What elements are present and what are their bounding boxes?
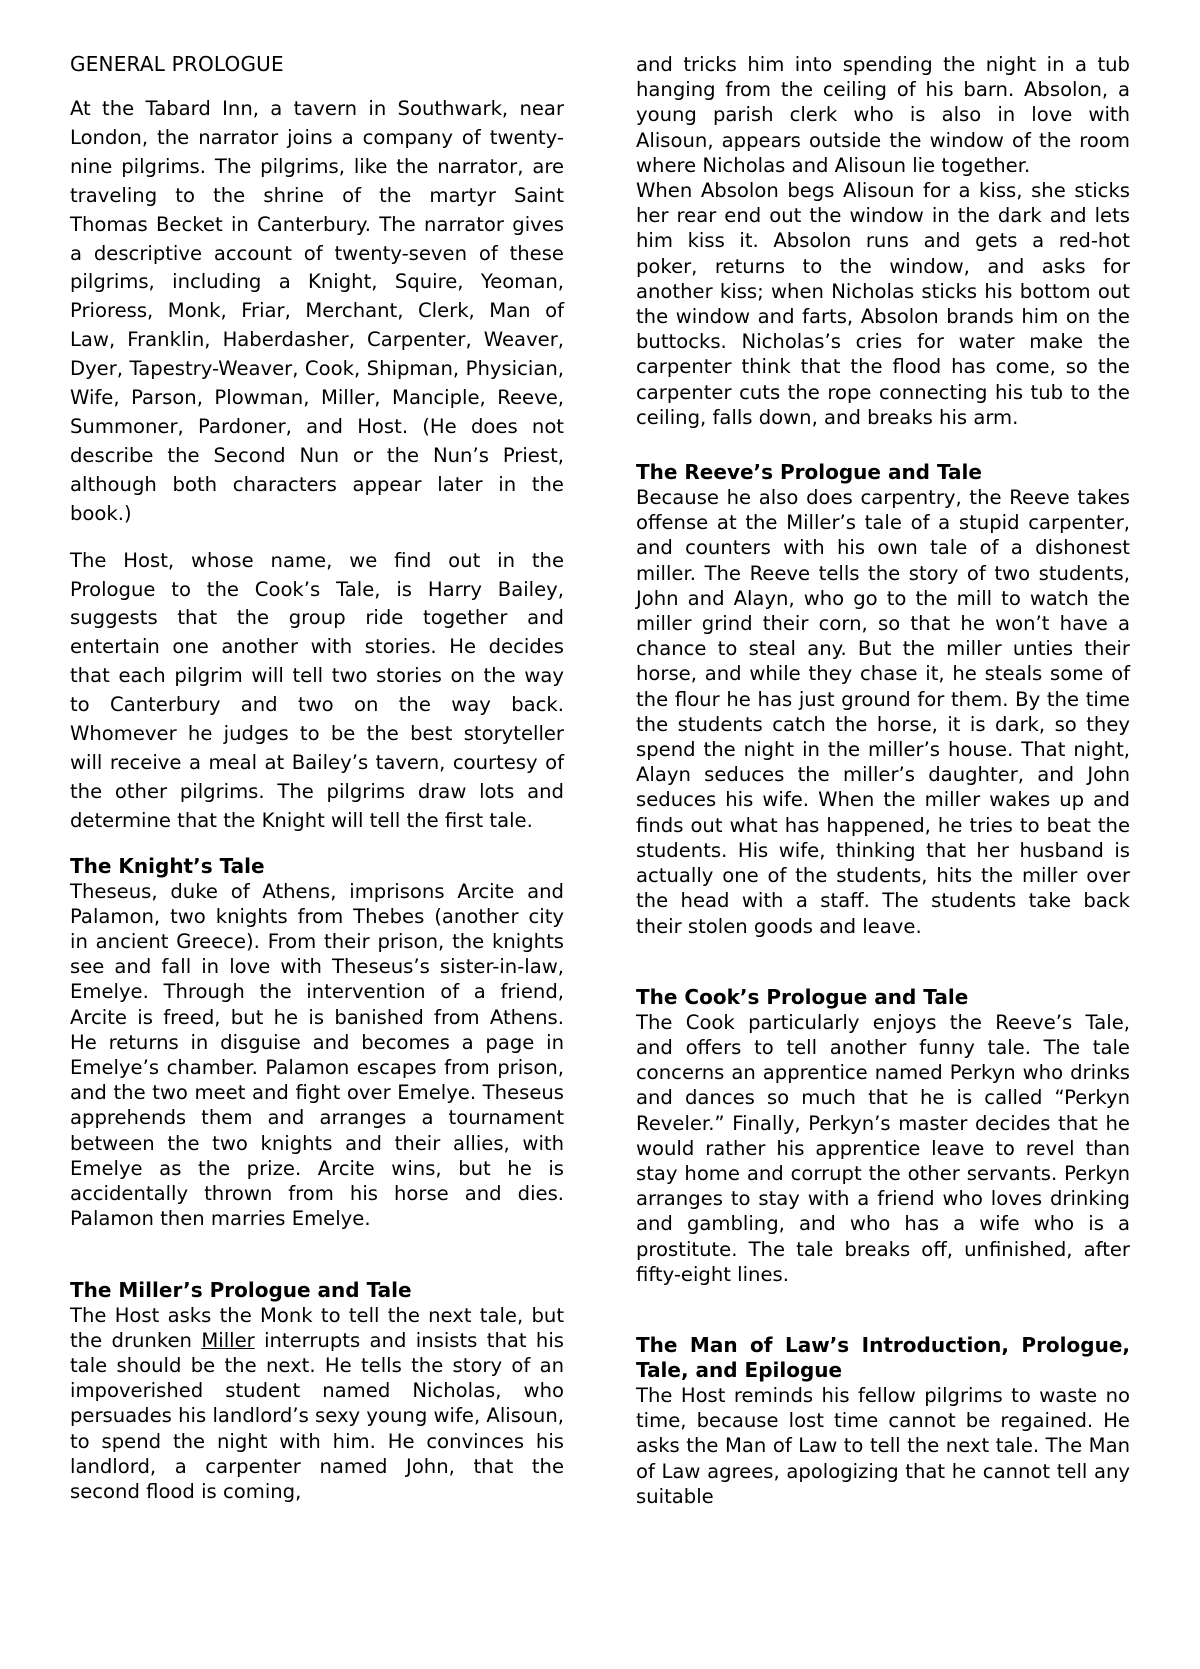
man-of-law-heading: The Man of Law’s Introduction, Prologue, Tale, and Epilogue [636, 1332, 1130, 1382]
section-title: GENERAL PROLOGUE [70, 52, 284, 76]
general-prologue-paragraph-2: The Host, whose name, we find out in the Prologue to the Cook’s Tale, is Harry Bailey, suggests that the group ride together and entertain one another with stories. He decides that each pilgrim will tell two stories on the way to Canterbury and two on the way back. Whomever he judges to be the best storyteller will receive a meal at Bailey’s tavern, courtesy of the other pilgrims. The pilgrims draw lots and determine that the Knight will tell the first tale. [70, 548, 564, 832]
cooks-tale-heading: The Cook’s Prologue and Tale [636, 984, 969, 1009]
millers-tale-continued-2: When Absolon begs Alisoun for a kiss, she sticks her rear end out the window in the dark and lets him kiss it. Absolon runs and gets a red-hot poker, returns to the window, and asks for another kiss; when Nicholas sticks his bottom out the window and farts, Absolon brands him on the buttocks. Nicholas’s cries for water make the carpenter think that the flood has come, so the carpenter cuts the rope connecting his tub to the ceiling, falls down, and breaks his arm. [636, 179, 1130, 429]
millers-tale-text-start: The Host asks the Monk to tell the next tale, but the drunken [70, 1303, 564, 1352]
reeves-tale-heading: The Reeve’s Prologue and Tale [636, 460, 982, 485]
man-of-law-text: The Host reminds his fellow pilgrims to waste no time, because lost time cannot be regained. He asks the Man of Law to tell the next tale. The Man of Law agrees, apologizing that he cannot tell any suitable [636, 1383, 1130, 1508]
knights-tale-text: Theseus, duke of Athens, imprisons Arcite and Palamon, two knights from Thebes (another city in ancient Greece). From their prison, the knights see and fall in love with Theseus’s sister-in-law, Emelye. Through the intervention of a friend, Arcite is freed, but he is banished from Athens. He returns in disguise and becomes a page in Emelye’s chamber. Palamon escapes from prison, and the two meet and fight over Emelye. Theseus apprehends them and arranges a tournament between the two knights and their allies, with Emelye as the prize. Arcite wins, but he is accidentally thrown from his horse and dies. Palamon then marries Emelye. [70, 879, 564, 1231]
cooks-tale-text: The Cook particularly enjoys the Reeve’s Tale, and offers to tell another funny tale. The tale concerns an apprentice named Perkyn who drinks and dances so much that he is called “Perkyn Reveler.” Finally, Perkyn’s master decides that he would rather his apprentice leave to revel than stay home and corrupt the other servants. Perkyn arranges to stay with a friend who loves drinking and gambling, and who has a wife who is a prostitute. The tale breaks off, unfinished, after fifty-eight lines. [636, 1010, 1130, 1286]
general-prologue-paragraph-1: At the Tabard Inn, a tavern in Southwark, near London, the narrator joins a company of twenty-nine pilgrims. The pilgrims, like the narrator, are traveling to the shrine of the martyr Saint Thomas Becket in Canterbury. The narrator gives a descriptive account of twenty-seven of these pilgrims, including a Knight, Squire, Yeoman, Prioress, Monk, Friar, Merchant, Clerk, Man of Law, Franklin, Haberdasher, Carpenter, Weaver, Dyer, Tapestry-Weaver, Cook, Shipman, Physician, Wife, Parson, Plowman, Miller, Manciple, Reeve, Summoner, Pardoner, and Host. (He does not describe the Second Nun or the Nun’s Priest, although both characters appear later in the book.) [70, 97, 564, 525]
reeves-tale-text: Because he also does carpentry, the Reeve takes offense at the Miller’s tale of a stupid carpenter, and counters with his own tale of a dishonest miller. The Reeve tells the story of two students, John and Alayn, who go to the mill to watch the miller grind their corn, so that he won’t have a chance to steal any. But the miller unties their horse, and while they chase it, he steals some of the flour he has just ground for them. By the time the students catch the horse, it is dark, so they spend the night in the miller’s house. That night, Alayn seduces the miller’s daughter, and John seduces his wife. When the miller wakes up and finds out what has happened, he tries to beat the students. His wife, thinking that her husband is actually one of the students, hits the miller over the head with a staff. The students take back their stolen goods and leave. [636, 486, 1130, 938]
millers-tale-heading: The Miller’s Prologue and Tale [70, 1277, 412, 1302]
right-column [636, 52, 1130, 1509]
left-column [70, 52, 564, 1504]
millers-tale-text [70, 1303, 564, 1505]
miller-link[interactable]: Miller [201, 1328, 255, 1352]
millers-tale-text-end: interrupts and insists that his tale should be the next. He tells the story of an impoverished student named Nicholas, who persuades his landlord’s sexy young wife, Alisoun, to spend the night with him. He convinces his landlord, a carpenter named John, that the second flood is coming, [70, 1328, 564, 1503]
millers-tale-continued-1: and tricks him into spending the night in a tub hanging from the ceiling of his barn. Absolon, a young parish clerk who is also in love with Alisoun, appears outside the window of the room where Nicholas and Alisoun lie together. [636, 53, 1130, 177]
knights-tale-heading: The Knight’s Tale [70, 853, 265, 878]
